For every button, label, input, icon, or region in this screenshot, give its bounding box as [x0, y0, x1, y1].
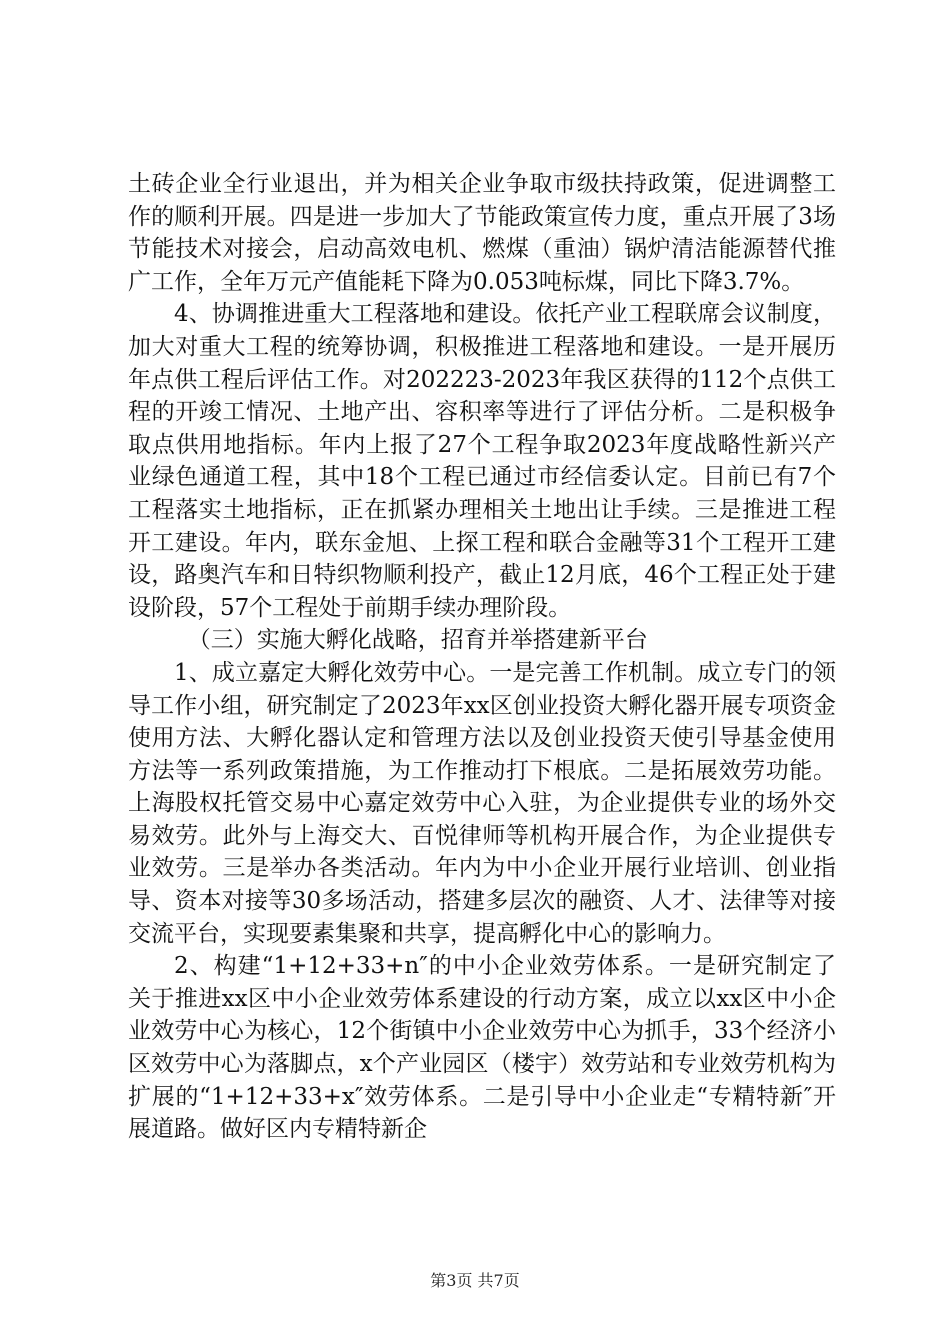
section-heading-3: （三）实施大孵化战略，招育并举搭建新平台	[187, 627, 648, 654]
paragraph-item-1: 1、成立嘉定大孵化效劳中心。一是完善工作机制。成立专门的领导工作小组，研究制定了2023年xx区创业投资大孵化器开展专项资金使用方法、大孵化器认定和管理方法以及创业投资天使引导基金使用方法等一系列政策措施，为工作推动打下根底。二是拓展效劳功能。上海股权托管交易中心嘉定效劳中心入驻，为企业提供专业的场外交易效劳。此外与上海交大、百悦律师等机构开展合作，为企业提供专业效劳。三是举办各类活动。年内为中小企业开展行业培训、创业指导、资本对接等30多场活动，搭建多层次的融资、人才、法律等对接交流平台，实现要素集聚和共享，提高孵化中心的影响力。	[128, 659, 836, 947]
paragraph-item-2: 2、构建“1+12+33+n″的中小企业效劳体系。一是研究制定了关于推进xx区中小企业效劳体系建设的行动方案，成立以xx区中小企业效劳中心为核心，12个街镇中小企业效劳中心为抓手，33个经济小区效劳中心为落脚点，x个产业园区（楼宇）效劳站和专业效劳机构为扩展的“1+12+33+x″效劳体系。二是引导中小企业走“专精特新″开展道路。做好区内专精特新企	[128, 953, 836, 1143]
document-body	[128, 168, 836, 1146]
paragraph-continuation: 土砖企业全行业退出，并为相关企业争取市级扶持政策，促进调整工作的顺利开展。四是进一步加大了节能政策宣传力度，重点开展了3场节能技术对接会，启动高效电机、燃煤（重油）锅炉清洁能源替代推广工作，全年万元产值能耗下降为0.053吨标煤，同比下降3.7%。	[128, 171, 836, 295]
page-footer: 第3页 共7页	[430, 1271, 520, 1290]
paragraph-item-4: 4、协调推进重大工程落地和建设。依托产业工程联席会议制度，加大对重大工程的统筹协调，积极推进工程落地和建设。一是开展历年点供工程后评估工作。对202223-2023年我区获得的112个点供工程的开竣工情况、土地产出、容积率等进行了评估分析。二是积极争取点供用地指标。年内上报了27个工程争取2023年度战略性新兴产业绿色通道工程，其中18个工程已通过市经信委认定。目前已有7个工程落实土地指标，正在抓紧办理相关土地出让手续。三是推进工程开工建设。年内，联东金旭、上探工程和联合金融等31个工程开工建设，路奥汽车和日特织物顺利投产，截止12月底，46个工程正处于建设阶段，57个工程处于前期手续办理阶段。	[128, 301, 836, 621]
